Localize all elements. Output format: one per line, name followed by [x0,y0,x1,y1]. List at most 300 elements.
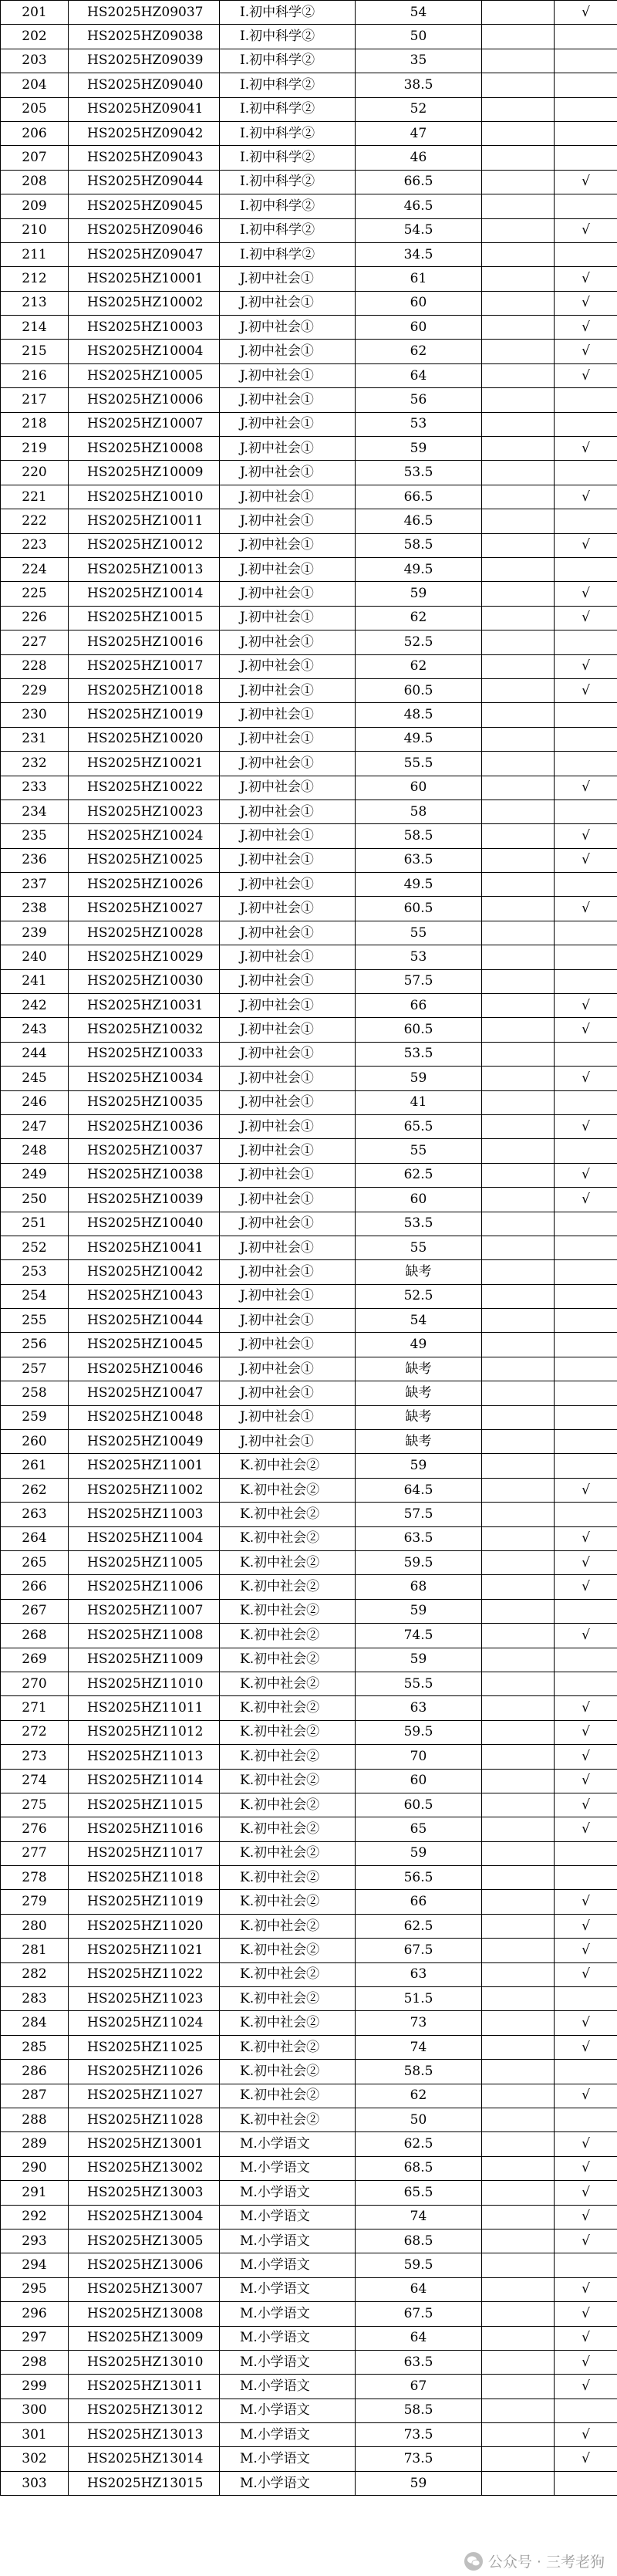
row-number: 235 [1,824,69,848]
pass-mark [555,1212,617,1236]
blank-cell [482,606,555,630]
pass-mark: √ [555,2229,617,2253]
row-number: 287 [1,2084,69,2108]
row-number: 227 [1,630,69,654]
row-number: 202 [1,25,69,49]
score: 52.5 [356,1284,482,1308]
score: 67.5 [356,2302,482,2326]
subject: K.初中社会② [220,2035,356,2059]
score: 55.5 [356,752,482,776]
candidate-id: HS2025HZ10011 [69,509,220,533]
blank-cell [482,873,555,897]
table-row [1,2326,617,2350]
pass-mark [555,1648,617,1672]
table-row [1,1212,617,1236]
score: 60.5 [356,897,482,921]
candidate-id: HS2025HZ10020 [69,727,220,751]
pass-mark [555,1430,617,1454]
score: 60 [356,291,482,315]
candidate-id: HS2025HZ13001 [69,2132,220,2156]
pass-mark [555,752,617,776]
row-number: 220 [1,461,69,485]
score: 67.5 [356,1939,482,1962]
pass-mark [555,1381,617,1405]
score: 53.5 [356,461,482,485]
blank-cell [482,897,555,921]
subject: J.初中社会① [220,485,356,509]
candidate-id: HS2025HZ10030 [69,969,220,993]
row-number: 245 [1,1067,69,1090]
pass-mark [555,1236,617,1259]
candidate-id: HS2025HZ09047 [69,242,220,266]
pass-mark [555,2060,617,2084]
row-number: 242 [1,994,69,1018]
row-number: 222 [1,509,69,533]
blank-cell [482,242,555,266]
pass-mark: √ [555,1939,617,1962]
score: 59.5 [356,1720,482,1744]
blank-cell [482,800,555,823]
subject: K.初中社会② [220,1866,356,1890]
table-row [1,194,617,218]
candidate-id: HS2025HZ10024 [69,824,220,848]
pass-mark: √ [555,776,617,800]
row-number: 206 [1,121,69,145]
row-number: 240 [1,945,69,969]
subject: J.初中社会① [220,1163,356,1187]
table-row [1,2035,617,2059]
candidate-id: HS2025HZ11013 [69,1745,220,1769]
subject: I.初中科学② [220,194,356,218]
blank-cell [482,1914,555,1938]
score: 64 [356,2326,482,2350]
table-row [1,630,617,654]
blank-cell [482,582,555,606]
candidate-id: HS2025HZ13003 [69,2181,220,2205]
table-row [1,1551,617,1575]
subject: K.初中社会② [220,1478,356,1502]
subject: M.小学语文 [220,2181,356,2205]
subject: M.小学语文 [220,2471,356,2495]
table-row [1,1357,617,1381]
subject: M.小学语文 [220,2326,356,2350]
blank-cell [482,2181,555,2205]
pass-mark: √ [555,2156,617,2180]
subject: K.初中社会② [220,1817,356,1841]
pass-mark [555,73,617,97]
score: 62.5 [356,1914,482,1938]
table-row [1,146,617,170]
blank-cell [482,267,555,291]
candidate-id: HS2025HZ11010 [69,1672,220,1695]
blank-cell [482,945,555,969]
pass-mark: √ [555,1067,617,1090]
table-row [1,49,617,73]
row-number: 229 [1,678,69,702]
candidate-id: HS2025HZ11016 [69,1817,220,1841]
subject: M.小学语文 [220,2205,356,2229]
candidate-id: HS2025HZ11025 [69,2035,220,2059]
blank-cell [482,1284,555,1308]
blank-cell [482,1236,555,1259]
table-row [1,1599,617,1623]
subject: J.初中社会① [220,1333,356,1357]
pass-mark [555,2253,617,2277]
score: 68.5 [356,2229,482,2253]
table-row [1,1042,617,1066]
score: 49.5 [356,873,482,897]
pass-mark [555,1672,617,1695]
table-row [1,2471,617,2495]
blank-cell [482,363,555,387]
table-row [1,316,617,340]
pass-mark: √ [555,678,617,702]
score: 60 [356,1188,482,1212]
subject: J.初中社会① [220,267,356,291]
score: 59 [356,1067,482,1090]
subject: I.初中科学② [220,25,356,49]
subject: I.初中科学② [220,121,356,145]
score: 57.5 [356,1503,482,1526]
blank-cell [482,1381,555,1405]
candidate-id: HS2025HZ13002 [69,2156,220,2180]
subject: M.小学语文 [220,2229,356,2253]
subject: J.初中社会① [220,897,356,921]
table-row [1,921,617,945]
candidate-id: HS2025HZ10023 [69,800,220,823]
table-row [1,1793,617,1817]
blank-cell [482,1551,555,1575]
table-row [1,242,617,266]
pass-mark [555,1841,617,1865]
subject: M.小学语文 [220,2375,356,2399]
pass-mark [555,2108,617,2131]
blank-cell [482,1212,555,1236]
subject: J.初中社会① [220,848,356,872]
row-number: 246 [1,1090,69,1114]
table-row [1,363,617,387]
candidate-id: HS2025HZ11028 [69,2108,220,2131]
score: 63 [356,1696,482,1720]
blank-cell [482,1478,555,1502]
score: 缺考 [356,1357,482,1381]
subject: J.初中社会① [220,945,356,969]
blank-cell [482,1575,555,1599]
pass-mark: √ [555,1624,617,1648]
subject: I.初中科学② [220,146,356,170]
pass-mark: √ [555,2205,617,2229]
subject: K.初中社会② [220,1841,356,1865]
blank-cell [482,848,555,872]
candidate-id: HS2025HZ11007 [69,1599,220,1623]
pass-mark: √ [555,2035,617,2059]
row-number: 247 [1,1114,69,1138]
score: 48.5 [356,703,482,727]
score: 74.5 [356,1624,482,1648]
blank-cell [482,1624,555,1648]
subject: J.初中社会① [220,1405,356,1429]
row-number: 276 [1,1817,69,1841]
row-number: 297 [1,2326,69,2350]
row-number: 279 [1,1890,69,1914]
table-row [1,1381,617,1405]
pass-mark [555,2471,617,2495]
candidate-id: HS2025HZ11019 [69,1890,220,1914]
blank-cell [482,969,555,993]
row-number: 299 [1,2375,69,2399]
pass-mark: √ [555,1575,617,1599]
blank-cell [482,2132,555,2156]
blank-cell [482,2423,555,2447]
table-row [1,533,617,557]
row-number: 283 [1,1987,69,2011]
table-row [1,1478,617,1502]
score: 63.5 [356,2350,482,2374]
score: 70 [356,1745,482,1769]
subject: K.初中社会② [220,1575,356,1599]
candidate-id: HS2025HZ10025 [69,848,220,872]
table-row [1,800,617,823]
subject: J.初中社会① [220,800,356,823]
candidate-id: HS2025HZ10046 [69,1357,220,1381]
table-row [1,1939,617,1962]
score: 35 [356,49,482,73]
table-row [1,1696,617,1720]
pass-mark [555,1866,617,1890]
table-row [1,1163,617,1187]
row-number: 239 [1,921,69,945]
blank-cell [482,1745,555,1769]
pass-mark [555,1599,617,1623]
candidate-id: HS2025HZ10001 [69,267,220,291]
candidate-id: HS2025HZ11009 [69,1648,220,1672]
table-row [1,1333,617,1357]
pass-mark: √ [555,170,617,194]
table-row [1,824,617,848]
row-number: 255 [1,1309,69,1333]
table-row [1,1188,617,1212]
blank-cell [482,1163,555,1187]
subject: J.初中社会① [220,994,356,1018]
row-number: 230 [1,703,69,727]
table-row [1,388,617,412]
score: 53 [356,412,482,436]
score: 64 [356,363,482,387]
row-number: 292 [1,2205,69,2229]
blank-cell [482,388,555,412]
table-row [1,1648,617,1672]
candidate-id: HS2025HZ10005 [69,363,220,387]
candidate-id: HS2025HZ13013 [69,2423,220,2447]
score: 58.5 [356,2399,482,2422]
candidate-id: HS2025HZ10029 [69,945,220,969]
pass-mark: √ [555,2350,617,2374]
blank-cell [482,194,555,218]
blank-cell [482,2156,555,2180]
subject: K.初中社会② [220,1526,356,1550]
table-row [1,97,617,121]
score: 67 [356,2375,482,2399]
pass-mark [555,1139,617,1163]
candidate-id: HS2025HZ10022 [69,776,220,800]
candidate-id: HS2025HZ10039 [69,1188,220,1212]
table-row [1,2156,617,2180]
candidate-id: HS2025HZ13006 [69,2253,220,2277]
blank-cell [482,1139,555,1163]
candidate-id: HS2025HZ10015 [69,606,220,630]
blank-cell [482,49,555,73]
blank-cell [482,1817,555,1841]
score: 54 [356,1309,482,1333]
candidate-id: HS2025HZ10013 [69,557,220,581]
table-row [1,1090,617,1114]
row-number: 301 [1,2423,69,2447]
score: 50 [356,2108,482,2131]
subject: K.初中社会② [220,1890,356,1914]
table-row [1,1817,617,1841]
score: 56.5 [356,1866,482,1890]
subject: J.初中社会① [220,1188,356,1212]
candidate-id: HS2025HZ10012 [69,533,220,557]
row-number: 238 [1,897,69,921]
table-row [1,1720,617,1744]
score: 53 [356,945,482,969]
candidate-id: HS2025HZ10009 [69,461,220,485]
candidate-id: HS2025HZ10004 [69,340,220,363]
table-row [1,2060,617,2084]
pass-mark: √ [555,654,617,678]
score: 56 [356,388,482,412]
table-row [1,1018,617,1042]
table-row [1,1672,617,1695]
table-row [1,2423,617,2447]
table-row [1,1866,617,1890]
row-number: 213 [1,291,69,315]
table-row [1,2375,617,2399]
blank-cell [482,2326,555,2350]
table-row [1,1405,617,1429]
blank-cell [482,2229,555,2253]
candidate-id: HS2025HZ10026 [69,873,220,897]
table-row [1,218,617,242]
subject: M.小学语文 [220,2277,356,2301]
subject: J.初中社会① [220,727,356,751]
subject: K.初中社会② [220,1720,356,1744]
pass-mark [555,945,617,969]
blank-cell [482,1648,555,1672]
row-number: 208 [1,170,69,194]
row-number: 221 [1,485,69,509]
candidate-id: HS2025HZ09043 [69,146,220,170]
subject: J.初中社会① [220,363,356,387]
subject: J.初中社会① [220,678,356,702]
blank-cell [482,316,555,340]
score: 68.5 [356,2156,482,2180]
candidate-id: HS2025HZ13009 [69,2326,220,2350]
watermark [464,2551,605,2571]
row-number: 271 [1,1696,69,1720]
subject: M.小学语文 [220,2132,356,2156]
subject: J.初中社会① [220,1212,356,1236]
pass-mark [555,412,617,436]
row-number: 267 [1,1599,69,1623]
row-number: 298 [1,2350,69,2374]
score: 65.5 [356,2181,482,2205]
row-number: 233 [1,776,69,800]
candidate-id: HS2025HZ10042 [69,1260,220,1284]
subject: K.初中社会② [220,1696,356,1720]
score: 53.5 [356,1042,482,1066]
candidate-id: HS2025HZ10010 [69,485,220,509]
blank-cell [482,1309,555,1333]
blank-cell [482,2035,555,2059]
candidate-id: HS2025HZ10021 [69,752,220,776]
pass-mark: √ [555,994,617,1018]
pass-mark: √ [555,1478,617,1502]
blank-cell [482,1114,555,1138]
table-row [1,897,617,921]
score: 62 [356,654,482,678]
candidate-id: HS2025HZ10038 [69,1163,220,1187]
score: 49.5 [356,557,482,581]
table-row [1,873,617,897]
row-number: 228 [1,654,69,678]
score: 55 [356,1236,482,1259]
pass-mark: √ [555,437,617,461]
candidate-id: HS2025HZ10002 [69,291,220,315]
score: 59.5 [356,2253,482,2277]
candidate-id: HS2025HZ11014 [69,1769,220,1793]
score: 49 [356,1333,482,1357]
row-number: 204 [1,73,69,97]
subject: I.初中科学② [220,170,356,194]
pass-mark: √ [555,2132,617,2156]
blank-cell [482,1841,555,1865]
score: 62 [356,340,482,363]
subject: K.初中社会② [220,1551,356,1575]
row-number: 212 [1,267,69,291]
pass-mark: √ [555,218,617,242]
subject: J.初中社会① [220,969,356,993]
score: 46.5 [356,509,482,533]
blank-cell [482,2205,555,2229]
pass-mark [555,630,617,654]
blank-cell [482,1260,555,1284]
pass-mark: √ [555,2181,617,2205]
pass-mark [555,194,617,218]
pass-mark [555,1260,617,1284]
pass-mark: √ [555,1793,617,1817]
watermark-text: 公众号 · 三考老狗 [487,2554,605,2571]
candidate-id: HS2025HZ10044 [69,1309,220,1333]
row-number: 290 [1,2156,69,2180]
table-row [1,461,617,485]
subject: J.初中社会① [220,921,356,945]
candidate-id: HS2025HZ11026 [69,2060,220,2084]
subject: K.初中社会② [220,1914,356,1938]
candidate-id: HS2025HZ09045 [69,194,220,218]
subject: J.初中社会① [220,1067,356,1090]
row-number: 302 [1,2447,69,2471]
score: 59 [356,1454,482,1478]
blank-cell [482,994,555,1018]
pass-mark: √ [555,1962,617,1986]
blank-cell [482,630,555,654]
row-number: 262 [1,1478,69,1502]
subject: J.初中社会① [220,291,356,315]
table-row [1,776,617,800]
subject: K.初中社会② [220,1769,356,1793]
